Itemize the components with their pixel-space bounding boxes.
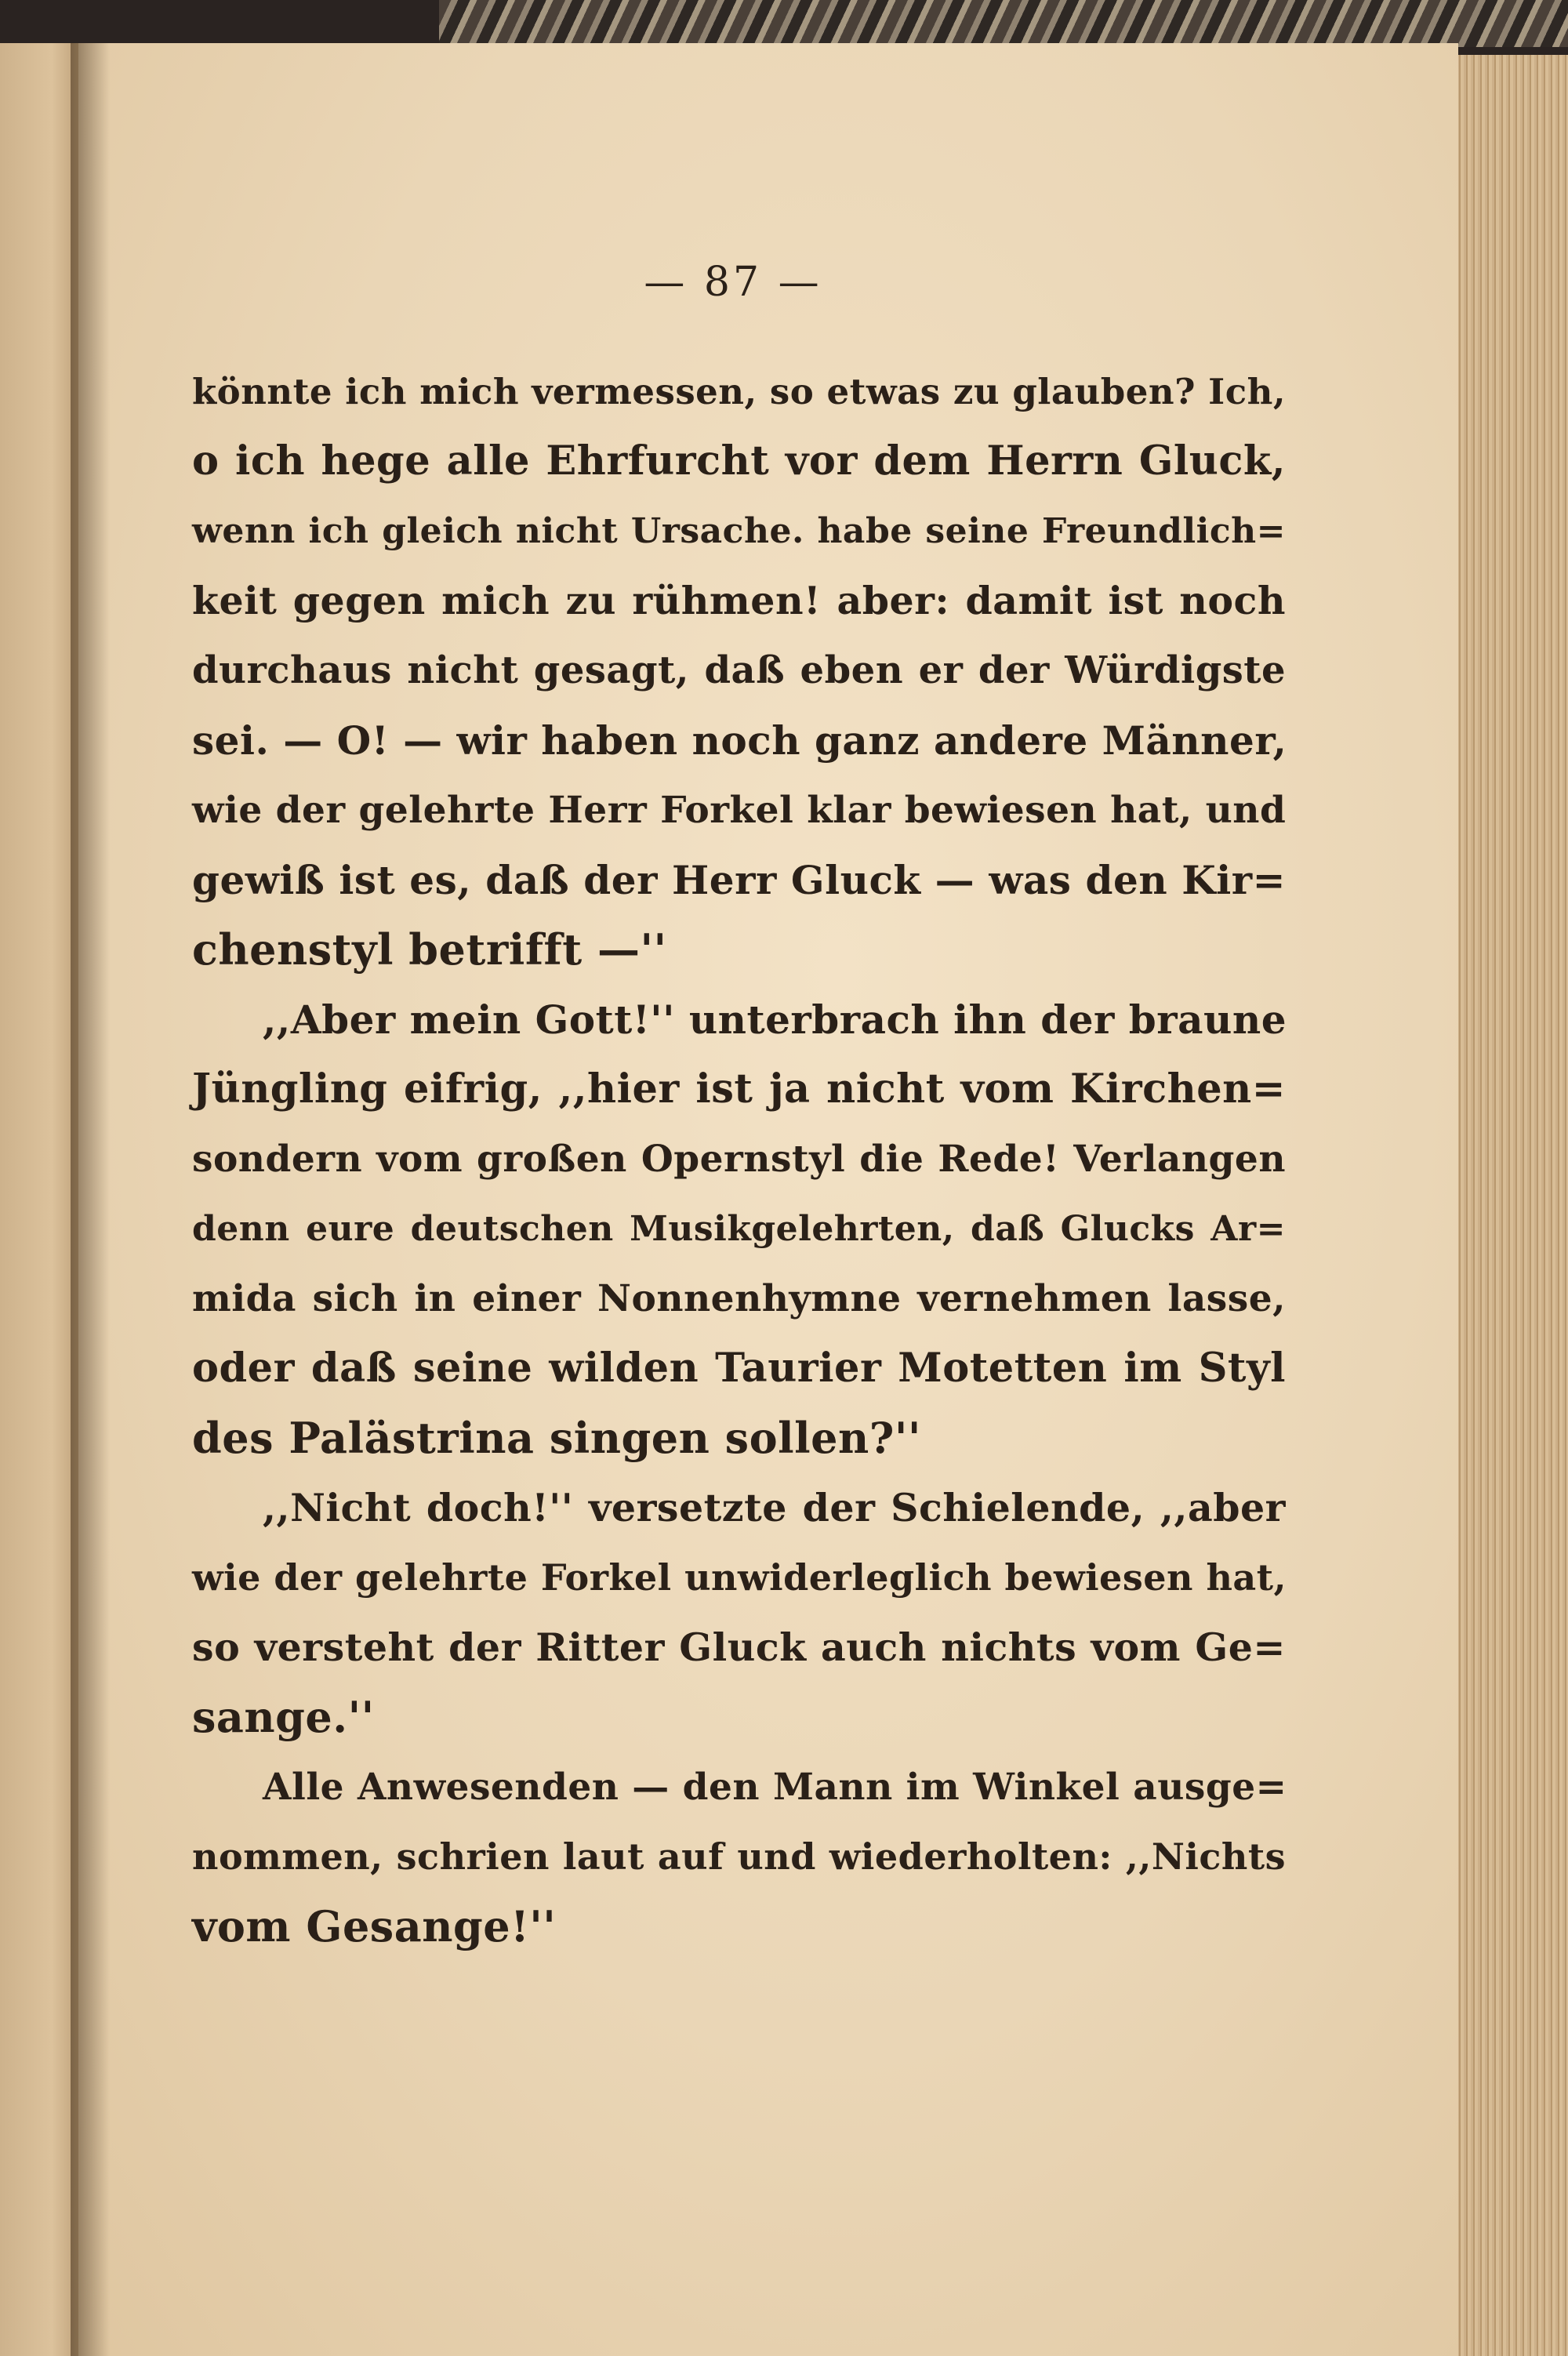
text-line: mida sich in einer Nonnenhymne vernehmen lasse, <box>192 1277 1286 1320</box>
text-line: sange.'' <box>192 1692 375 1742</box>
text-line: des Palästrina singen sollen?'' <box>192 1413 921 1463</box>
text-line: könnte ich mich vermessen, so etwas zu glauben? Ich, <box>192 371 1286 412</box>
text-line: durchaus nicht gesagt, daß eben er der Würdigste <box>192 648 1286 692</box>
text-line: chenstyl betrifft —'' <box>192 924 667 975</box>
marbled-cover-edge <box>439 0 1568 47</box>
text-line: Jüngling eifrig, ,,hier ist ja nicht vom Kirchen= <box>192 1065 1286 1113</box>
text-line: denn eure deutschen Musikgelehrten, daß Glucks Ar= <box>192 1209 1286 1249</box>
text-line: wie der gelehrte Herr Forkel klar bewiesen hat, und <box>192 789 1287 832</box>
text-line: vom Gesange!'' <box>192 1901 557 1951</box>
text-line: nommen, schrien laut auf und wiederholten: ,,Nichts <box>192 1835 1286 1878</box>
text-line: ,,Nicht doch!'' versetzte der Schielende, ,,aber <box>263 1485 1286 1530</box>
text-line: keit gegen mich zu rühmen! aber: damit ist noch <box>192 578 1286 623</box>
gutter-shadow <box>71 43 110 2356</box>
body-text <box>192 357 1286 1962</box>
page-block-edges <box>1443 55 1568 2356</box>
text-line: sei. — O! — wir haben noch ganz andere Männer, <box>192 717 1287 764</box>
text-line: sondern vom großen Opernstyl die Rede! Verlangen <box>192 1138 1286 1181</box>
text-line: o ich hege alle Ehrfurcht vor dem Herrn Gluck, <box>192 437 1286 485</box>
page-number: — 87 — <box>644 259 822 306</box>
text-line: Alle Anwesenden — den Mann im Winkel ausge= <box>263 1766 1287 1809</box>
text-line: so versteht der Ritter Gluck auch nichts vom Ge= <box>192 1625 1286 1670</box>
text-line: gewiß ist es, daß der Herr Gluck — was den Kir= <box>192 857 1286 903</box>
text-line: wie der gelehrte Forkel unwiderleglich bewiesen hat, <box>192 1556 1287 1599</box>
text-line: oder daß seine wilden Taurier Motetten im Styl <box>192 1345 1286 1392</box>
text-line: wenn ich gleich nicht Ursache. habe seine Freundlich= <box>192 511 1286 551</box>
text-line: ,,Aber mein Gott!'' unterbrach ihn der braune <box>263 996 1287 1043</box>
